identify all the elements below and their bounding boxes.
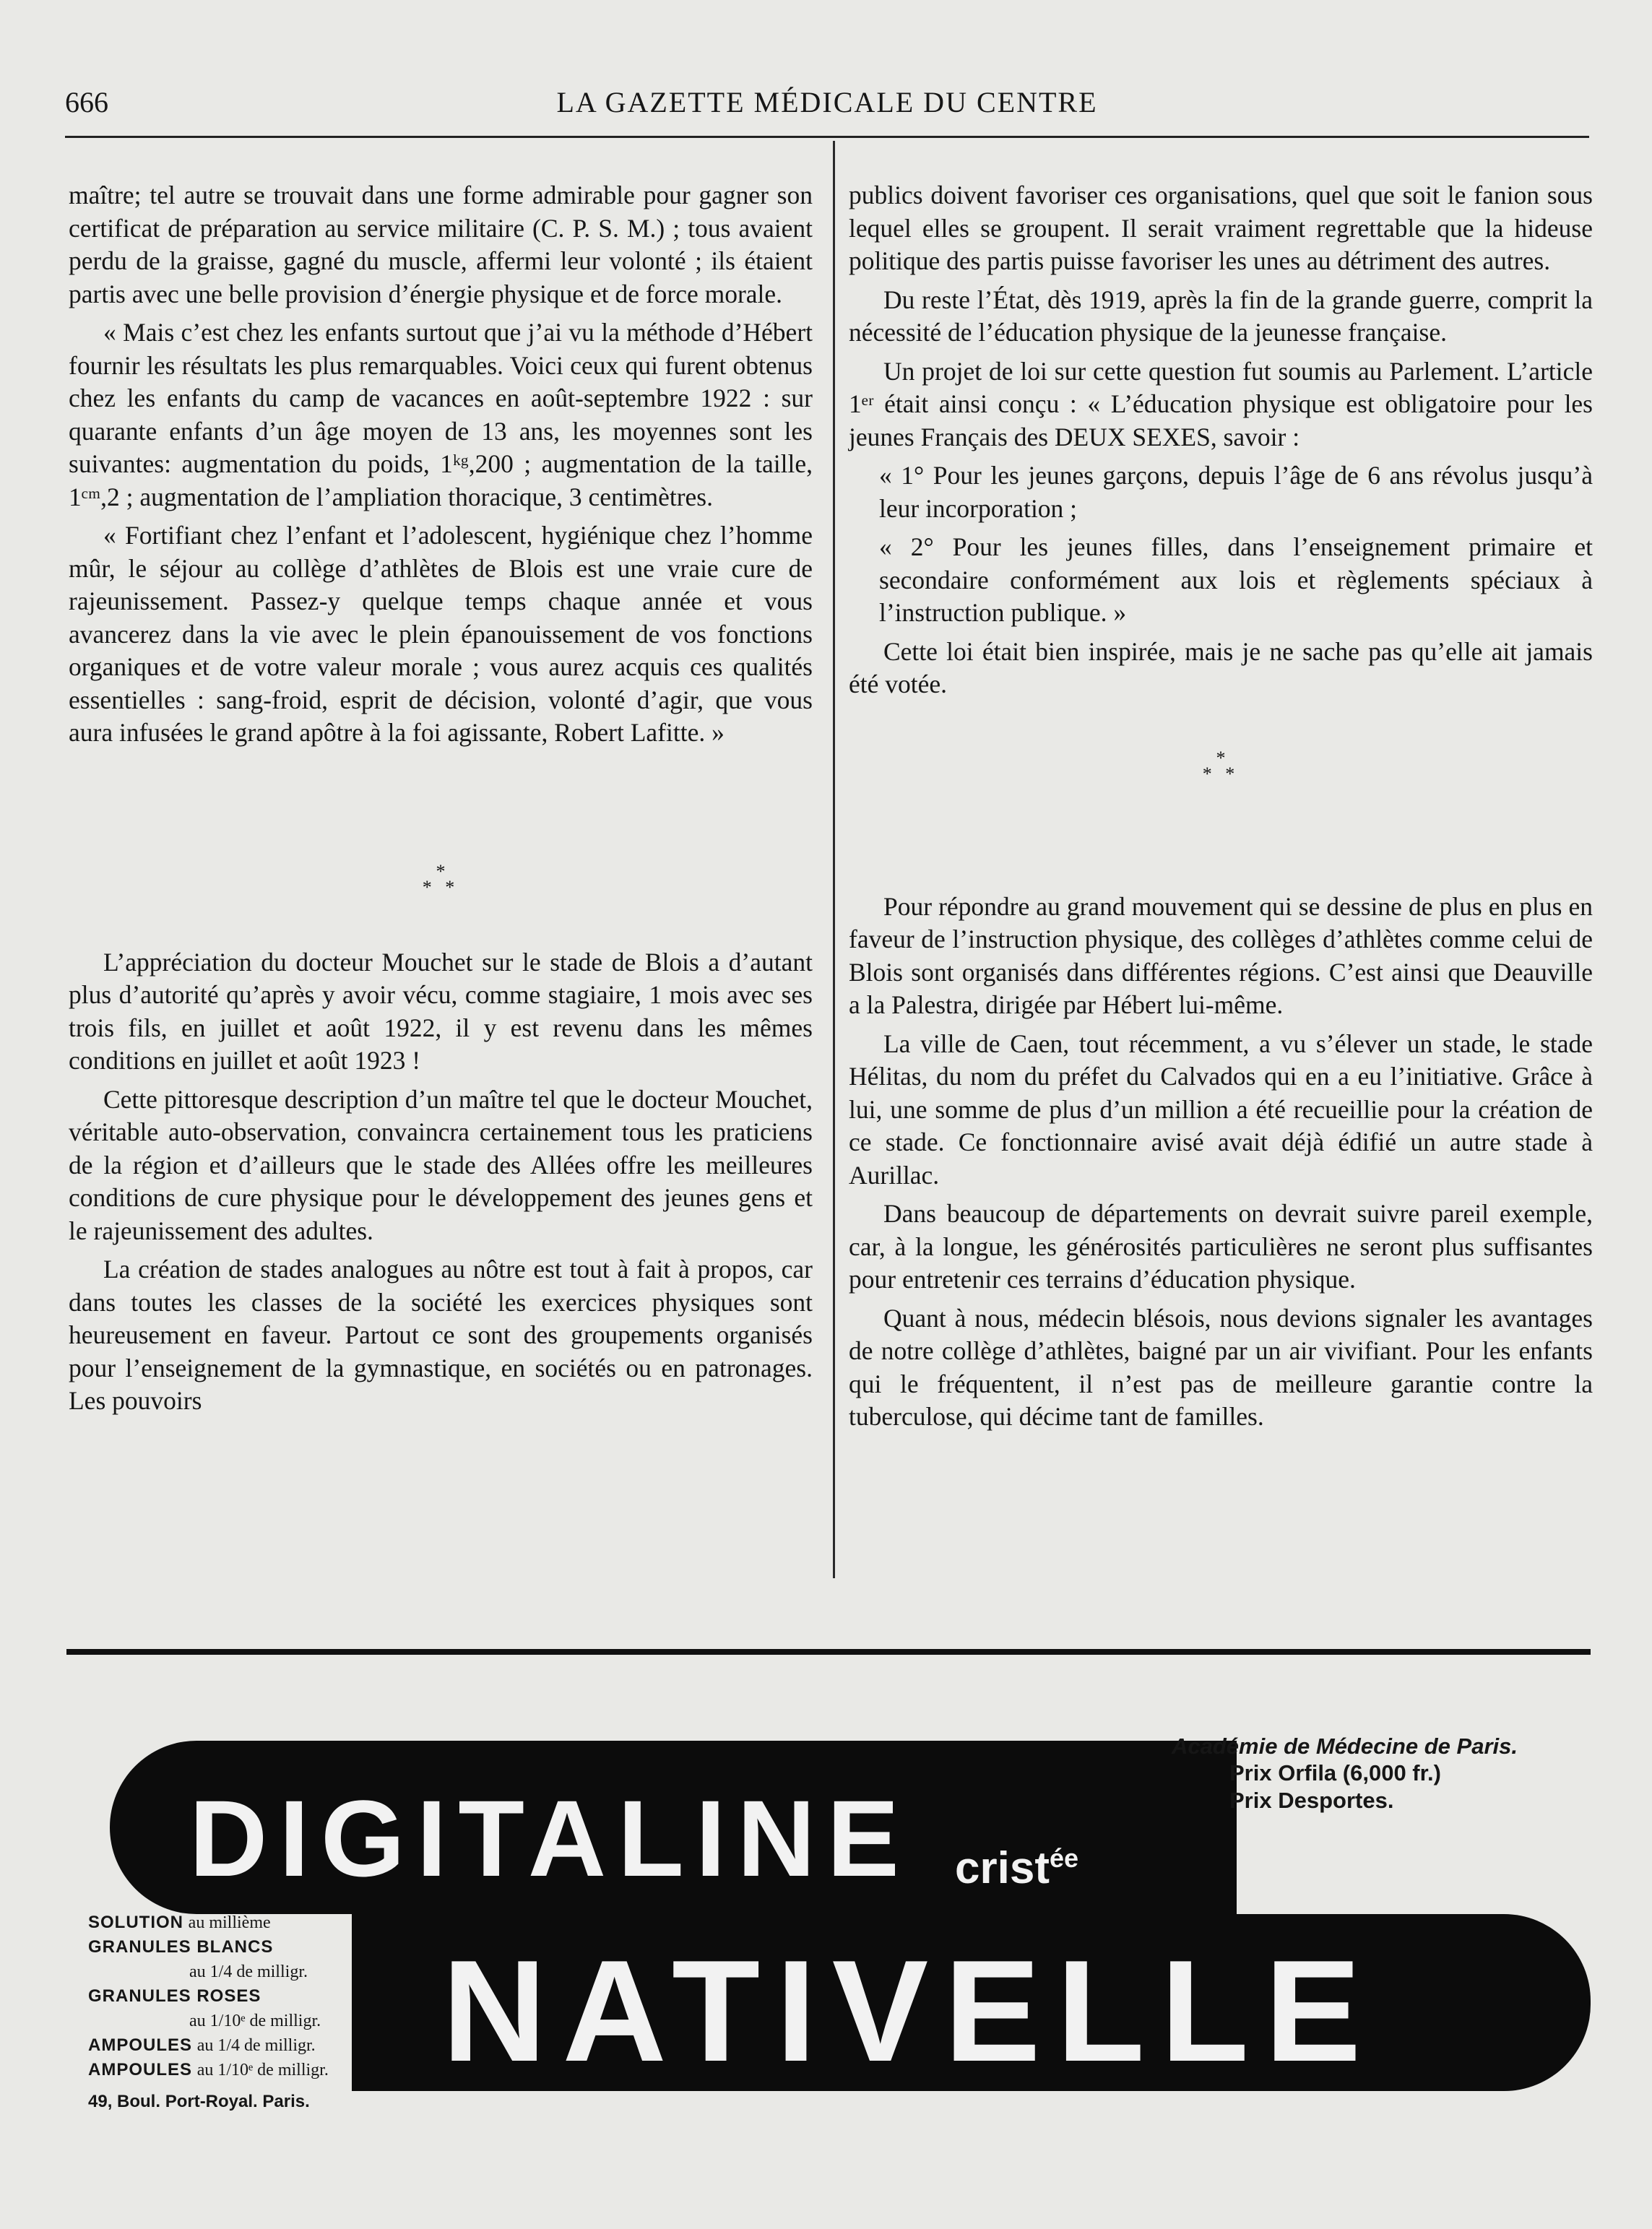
law-quote-2: « 2° Pour les jeunes filles, dans l’enseignement primaire et secondaire conformément aux lois et règlements spéciaux à l’instruction publique. » <box>879 532 1593 627</box>
ad-product-line: SOLUTION au millième <box>88 1913 271 1932</box>
advertisement-rule <box>66 1649 1591 1655</box>
running-title: LA GAZETTE MÉDICALE DU CENTRE <box>556 86 1098 118</box>
left-paragraph-1: maître; tel autre se trouvait dans une forme admirable pour gagner son certificat de préparation au service militaire (C. P. S. M.) ; tous avaient perdu de la graisse, gagné du muscle, affermi leur volonté ; ils étaient partis avec une belle provision d’énergie physique et de force morale. <box>69 181 813 308</box>
ad-academy: Académie de Médecine de Paris. <box>1172 1734 1518 1759</box>
right-paragraph-1: publics doivent favoriser ces organisations, quel que soit le fanion sous lequel elles se groupent. Il serait vraiment regrettable que la hideuse politique des partis puisse favoriser les unes au détriment des autres. <box>849 181 1593 275</box>
ad-prize-2: Prix Desportes. <box>1229 1788 1394 1813</box>
right-paragraph-8: Quant à nous, médecin blésois, nous devions signaler les avantages de notre collège d’athlètes, baigné par un air vivifiant. Pour les enfants qui le fréquentent, il n’est pas de meilleure garantie contre la tuberculose, qui décime tant de familles. <box>849 1303 1593 1431</box>
page-header <box>65 85 1589 129</box>
asterism-bottom: * * <box>422 876 459 898</box>
right-paragraph-5: Pour répondre au grand mouvement qui se dessine de plus en plus en faveur de l’instruction physique, des collèges d’athlètes comme celui de Blois sont organisés dans différentes régions. C’est ainsi que Deauville a la Palestra, dirigée par Hébert lui-même. <box>849 891 1593 1019</box>
ad-product-line: GRANULES ROSES <box>88 1986 261 2006</box>
ad-product-line: AMPOULES au 1/10ᵉ de milligr. <box>88 2060 329 2079</box>
left-paragraph-2: « Mais c’est chez les enfants surtout que j’ai vu la méthode d’Hébert fournir les résultats les plus remarquables. Voici ceux qui furent obtenus chez les enfants du camp de vacances en août-septembre 1922 : sur quarante enfants d’un âge moyen de 13 ans, les moyennes sont les suivantes: augmentation du poids, 1ᵏᵍ,200 ; augmentation de la taille, 1ᶜᵐ,2 ; augmentation de l’ampliation thoracique, 3 centimètres. <box>69 318 813 511</box>
column-divider <box>833 141 835 1578</box>
ad-prize-1: Prix Orfila (6,000 fr.) <box>1229 1760 1441 1786</box>
section-asterism <box>69 860 813 898</box>
left-column <box>69 179 813 1424</box>
right-column <box>849 179 1593 1440</box>
left-paragraph-6: La création de stades analogues au nôtre est tout à fait à propos, car dans toutes les classes de la société les exercices physiques sont heureusement en faveur. Partout ce sont des groupements organisés pour l’enseignement de la gymnastique, en sociétés ou en patronages. Les pouvoirs <box>69 1255 813 1415</box>
left-paragraph-4: L’appréciation du docteur Mouchet sur le stade de Blois a d’autant plus d’autorité qu’après y avoir vécu, comme stagiaire, 1 mois avec ses trois fils, en juillet et août 1922, il y est revenu dans les mêmes conditions en juillet et août 1923 ! <box>69 947 813 1075</box>
asterism-top: * <box>1216 747 1226 769</box>
ad-product-line: AMPOULES au 1/4 de milligr. <box>88 2035 316 2055</box>
page-number: 666 <box>65 86 108 118</box>
left-paragraph-5: Cette pittoresque description d’un maître tel que le docteur Mouchet, véritable auto-observation, convaincra certainement tous les praticiens de la région et d’ailleurs que le stade des Allées offre les meilleures conditions de cure physique pour le développement des jeunes gens et le rajeunissement des adultes. <box>69 1084 813 1245</box>
law-quote-1: « 1° Pour les jeunes garçons, depuis l’âge de 6 ans révolus jusqu’à leur incorporation ; <box>879 461 1593 523</box>
ad-product-suffix: crist$^{ée}$ <box>955 1843 1079 1893</box>
asterism-top: * <box>436 860 446 882</box>
right-paragraph-4: Cette loi était bien inspirée, mais je ne sache pas qu’elle ait jamais été votée. <box>849 636 1593 698</box>
right-paragraph-2: Du reste l’État, dès 1919, après la fin de la grande guerre, comprit la nécessité de l’éducation physique de la jeunesse française. <box>849 285 1593 347</box>
ad-product-word: DIGITALINE <box>189 1778 911 1899</box>
ad-product-dose: au 1/10ᵉ de milligr. <box>189 2012 321 2030</box>
digitaline-advertisement <box>66 1661 1591 2124</box>
ad-product-list <box>88 1910 363 2114</box>
section-asterism-right <box>849 747 1593 784</box>
ad-award-block <box>1172 1734 1518 1814</box>
ad-address: 49, Boul. Port-Royal. Paris. <box>88 2092 310 2111</box>
ad-product-dose: au 1/4 de milligr. <box>189 1962 308 1981</box>
ad-product-line: GRANULES BLANCS <box>88 1937 274 1957</box>
right-paragraph-3: Un projet de loi sur cette question fut soumis au Parlement. L’article 1ᵉʳ était ainsi conçu : « L’éducation physique est obligatoire pour les jeunes Français des DEUX SEXES, savoir : <box>849 356 1593 451</box>
right-paragraph-6: La ville de Caen, tout récemment, a vu s’élever un stade, le stade Hélitas, du nom du préfet du Calvados qui en a eu l’initiative. Grâce à lui, une somme de plus d’un million a été recueillie pour la création de ce stade. Ce fonctionnaire avisé avait déjà édifié un autre stade à Aurillac. <box>849 1029 1593 1190</box>
left-paragraph-3: « Fortifiant chez l’enfant et l’adolescent, hygiénique chez l’homme mûr, le séjour au collège d’athlètes de Blois est une vraie cure de rajeunissement. Passez-y quelque temps chaque année et vous avancerez dans la vie avec le plein épanouissement de vos fonctions organiques et de votre valeur morale ; vous aurez acquis ces qualités essentielles : sang-froid, esprit de décision, volonté d’agir, que vous aura infusées le grand apôtre à la foi agissante, Robert Lafitte. » <box>69 521 813 747</box>
header-rule <box>65 136 1589 138</box>
right-paragraph-7: Dans beaucoup de départements on devrait suivre pareil exemple, car, à la longue, les générosités particulières ne seront plus suffisantes pour entretenir ces terrains d’éducation physique. <box>849 1199 1593 1294</box>
ad-brand-word: NATIVELLE <box>442 1931 1378 2092</box>
asterism-bottom: * * <box>1202 763 1240 784</box>
